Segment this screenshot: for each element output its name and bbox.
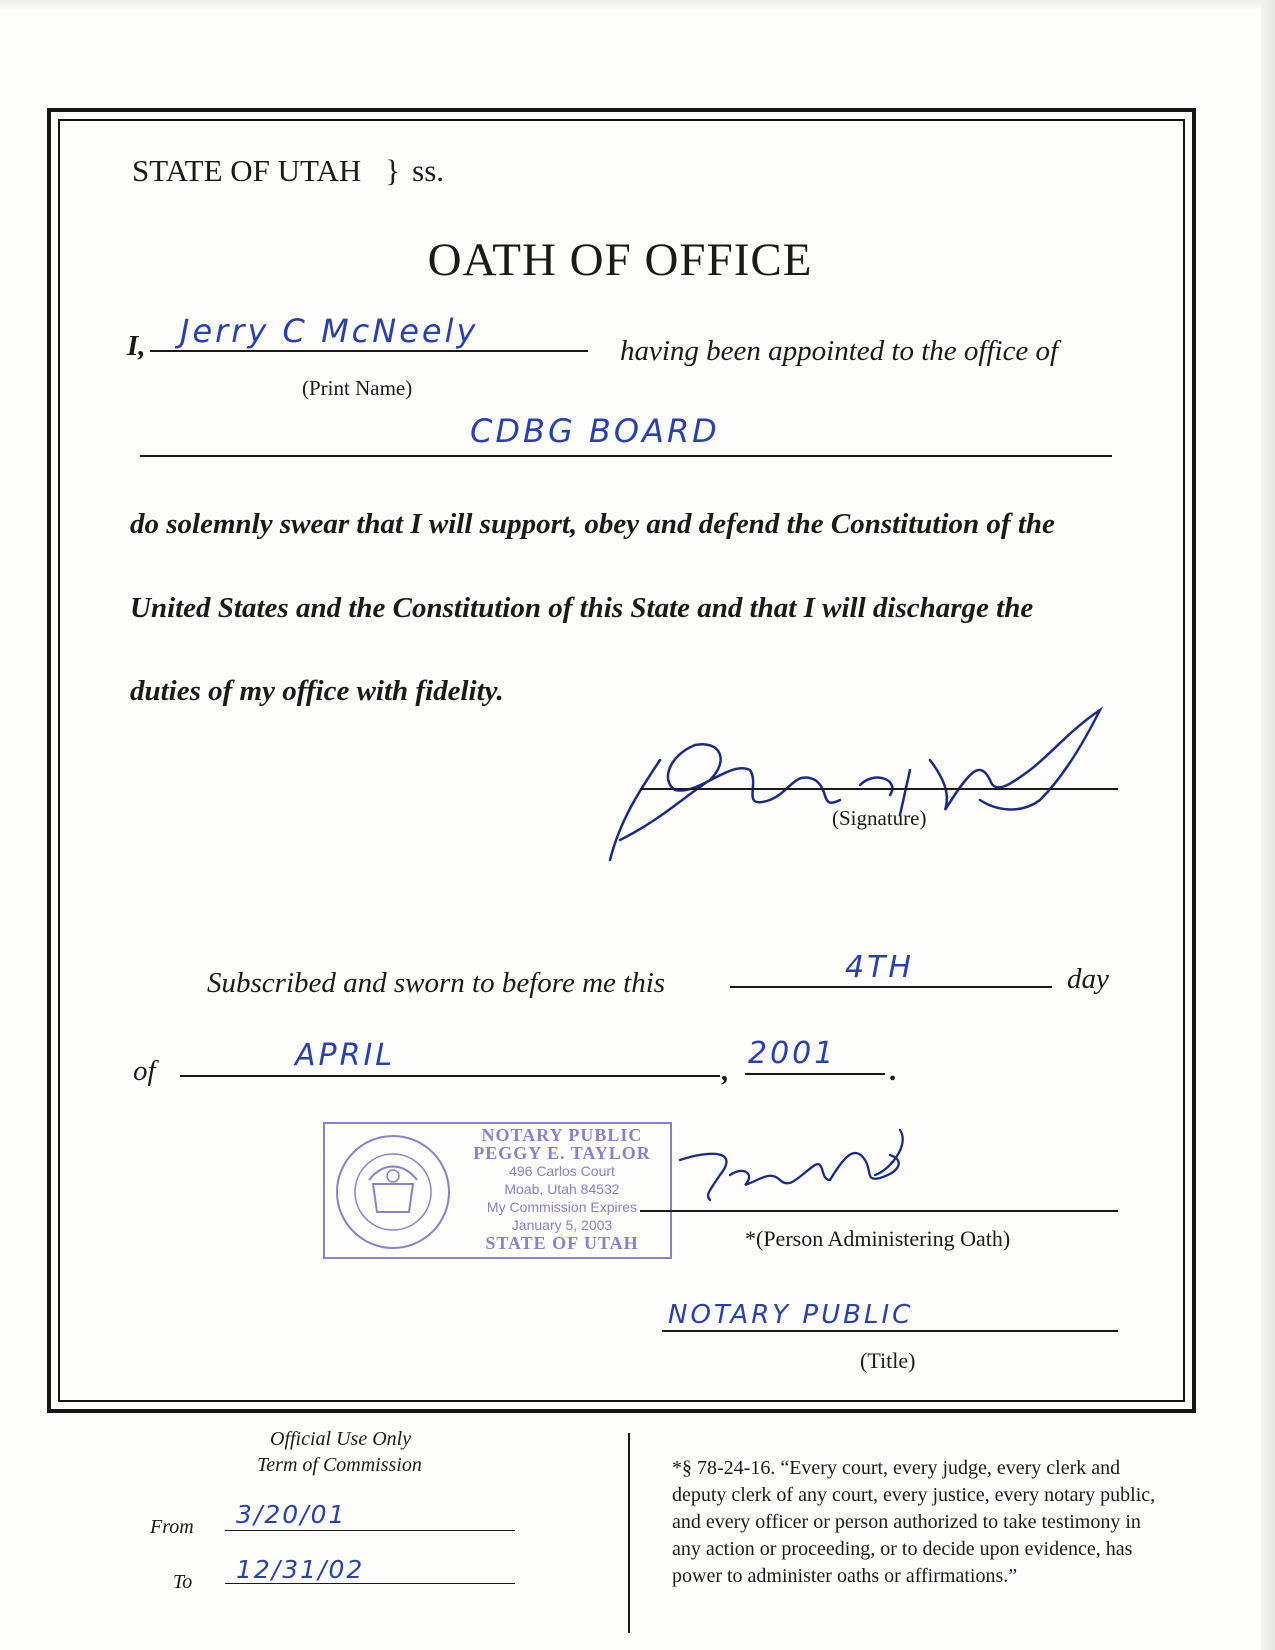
statute-footnote: [672, 1455, 1192, 1590]
footer-divider: [628, 1433, 630, 1633]
affiant-signature: [600, 700, 1120, 870]
statute-line-3: and every officer or person authorized to take testimony in: [672, 1511, 1141, 1533]
sworn-prefix: Subscribed and sworn to before me this: [207, 967, 666, 999]
office-handwritten: CDBG BOARD: [470, 412, 720, 450]
year-rule: [745, 1073, 885, 1075]
state-label: STATE OF UTAH: [132, 153, 362, 188]
from-rule: [225, 1530, 515, 1531]
day-label: day: [1067, 963, 1109, 995]
from-label: From: [150, 1516, 194, 1538]
scan-edge-right: [1261, 0, 1275, 1650]
scan-edge-top: [0, 0, 1275, 10]
statute-line-5: power to administer oaths or affirmations.”: [672, 1565, 1018, 1587]
to-rule: [225, 1583, 515, 1584]
from-handwritten: 3/20/01: [236, 1500, 347, 1529]
oath-line-2: United States and the Constitution of this State and that I will discharge the: [130, 592, 1034, 624]
stamp-line-state: STATE OF UTAH: [485, 1233, 639, 1253]
stamp-line-city: Moab, Utah 84532: [504, 1181, 620, 1197]
signature-caption: (Signature): [832, 806, 927, 830]
stamp-line-street: 496 Carlos Court: [509, 1163, 615, 1179]
document-title: OATH OF OFFICE: [427, 234, 813, 286]
day-rule: [730, 986, 1052, 988]
to-handwritten: 12/31/02: [236, 1555, 365, 1584]
to-label: To: [173, 1571, 193, 1593]
appointed-text: having been appointed to the office of: [620, 335, 1059, 367]
office-rule: [140, 455, 1112, 457]
i-label: I,: [127, 330, 146, 362]
title-rule: [662, 1330, 1118, 1332]
administering-rule: [640, 1210, 1118, 1212]
stamp-line-date: January 5, 2003: [511, 1217, 613, 1233]
name-rule: [150, 350, 588, 352]
venue-line: [132, 153, 444, 189]
stamp-line-expires: My Commission Expires: [486, 1199, 638, 1215]
month-rule: [180, 1075, 720, 1077]
of-label: of: [133, 1055, 156, 1087]
brace: }: [385, 153, 401, 188]
stamp-line-name: PEGGY E. TAYLOR: [473, 1143, 651, 1163]
month-handwritten: APRIL: [295, 1038, 396, 1073]
title-handwritten: NOTARY PUBLIC: [668, 1300, 914, 1330]
stamp-line-notary: NOTARY PUBLIC: [481, 1125, 643, 1145]
official-use-heading: Official Use Only: [270, 1428, 412, 1450]
ss-label: ss.: [412, 153, 445, 188]
statute-line-1: *§ 78-24-16. “Every court, every judge, every clerk and: [672, 1457, 1121, 1479]
period: .: [890, 1055, 898, 1087]
print-name-caption: (Print Name): [302, 376, 413, 400]
printed-name-handwritten: Jerry C McNeely: [180, 312, 479, 350]
day-handwritten: 4TH: [845, 950, 914, 985]
administering-caption: *(Person Administering Oath): [745, 1226, 1011, 1251]
signature-rule: [640, 788, 1118, 790]
year-handwritten: 2001: [748, 1036, 837, 1071]
statute-line-4: any action or proceeding, or to decide upon evidence, has: [672, 1538, 1133, 1560]
stamp-text: [455, 1126, 669, 1252]
term-heading: Term of Commission: [257, 1454, 422, 1476]
statute-line-2: deputy clerk of any court, every justice, every notary public,: [672, 1484, 1156, 1506]
notary-stamp: [323, 1122, 672, 1259]
notary-signature: [650, 1120, 930, 1210]
oath-line-3: duties of my office with fidelity.: [130, 675, 504, 707]
oath-line-1: do solemnly swear that I will support, obey and defend the Constitution of the: [130, 508, 1055, 540]
title-caption: (Title): [860, 1348, 916, 1373]
comma: ,: [722, 1055, 730, 1087]
state-seal-icon: [333, 1132, 453, 1252]
